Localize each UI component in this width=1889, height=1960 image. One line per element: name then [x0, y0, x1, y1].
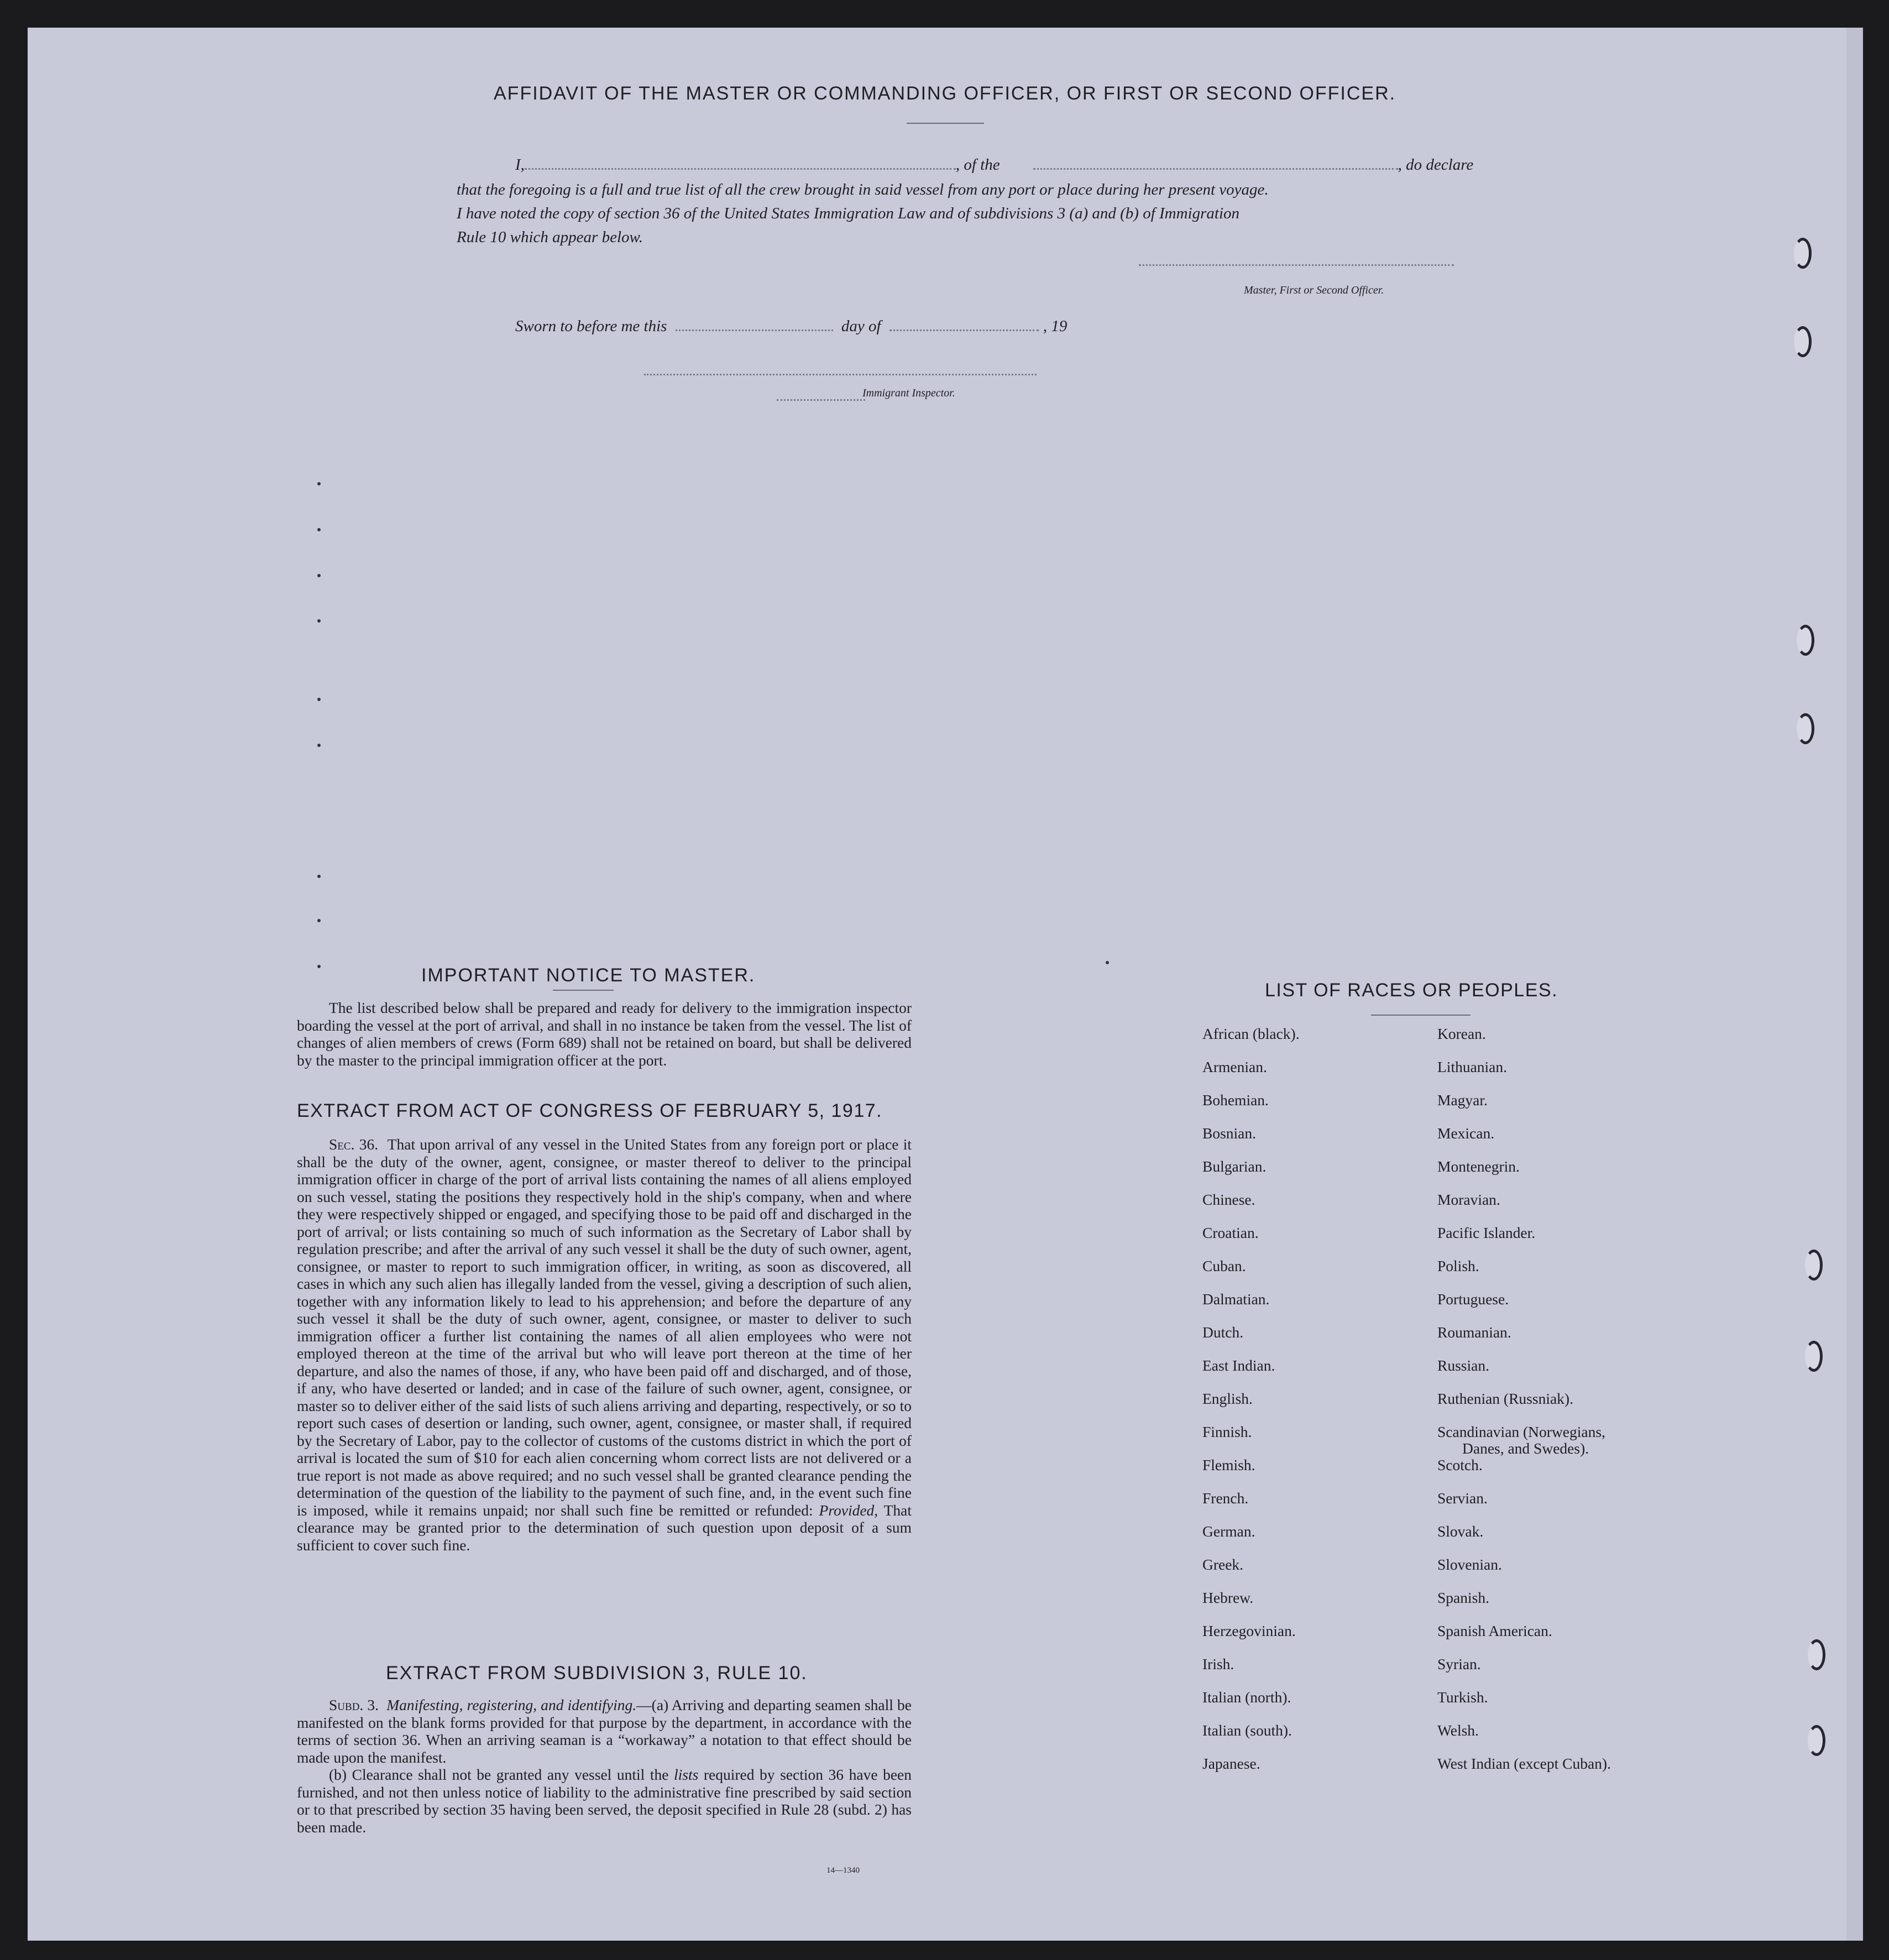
race-item: Syrian.	[1437, 1655, 1481, 1672]
notice-text: The list described below shall be prepared and ready for delivery to the immigration inspector boarding the vessel at the port of arrival, and shall in no instance be taken from the vessel. The list of changes of alien members of crews (Form 689) shall not be retained on board, but shall be delivered by the master to the principal immigration officer at the port.	[297, 999, 912, 1069]
punch-hole	[1794, 326, 1812, 357]
race-item: Magyar.	[1437, 1091, 1488, 1109]
act-extract-title: EXTRACT FROM ACT OF CONGRESS OF FEBRUARY 5, 1917.	[297, 1100, 883, 1121]
race-item: Armenian.	[1202, 1058, 1267, 1075]
race-item: Italian (north).	[1202, 1689, 1291, 1706]
para-b-end: required by section 36 have been furnished, and not then unless notice of liability to the administrative fine prescribed by said section or to that prescribed by section 35 having been served, the deposit specified in Rule 28 (subd. 2) has been made.	[297, 1766, 912, 1836]
race-item: Hebrew.	[1202, 1589, 1254, 1606]
punch-hole	[1805, 1250, 1823, 1280]
races-left-column	[1202, 1026, 1300, 1789]
affidavit-declare: , do declare	[1398, 156, 1474, 174]
sworn-line	[515, 315, 1067, 337]
affidavit-title: AFFIDAVIT OF THE MASTER OR COMMANDING OFFICER, OR FIRST OR SECOND OFFICER.	[494, 83, 1396, 104]
para-b-start: (b) Clearance shall not be granted any vessel until the	[329, 1766, 669, 1783]
race-item: Portuguese.	[1437, 1290, 1509, 1308]
punch-hole	[1797, 713, 1814, 744]
race-item: Bohemian.	[1202, 1091, 1269, 1109]
stray-mark	[317, 482, 321, 485]
race-item: East Indian.	[1202, 1357, 1275, 1374]
affidavit-line-3: I have noted the copy of section 36 of the United States Immigration Law and of subdivisions 3 (a) and (b) of Immigration	[457, 205, 1240, 222]
race-item: West Indian (except Cuban).	[1437, 1755, 1611, 1772]
race-item: Chinese.	[1202, 1191, 1255, 1208]
race-item: Flemish.	[1202, 1456, 1255, 1473]
race-item: Greek.	[1202, 1556, 1244, 1573]
proviso-label: Provided,	[819, 1501, 878, 1519]
race-item: Slovak.	[1437, 1523, 1484, 1540]
stray-mark	[317, 619, 321, 623]
section-text: That upon arrival of any vessel in the United States from any foreign port or place it shall be the duty of the owner, agent, consignee, or master thereof to deliver to the principal immigration officer in charge of the port of arrival lists containing the names of all aliens employed on such vessel, stating the positions they respectively hold in the ship's company, when and where they were respectively shipped or engaged, and specifying those to be paid off and discharged in the port of arrival; or lists containing so much of such information as the Secretary of Labor shall by regulation prescribe; and after the arrival of any such vessel it shall be the duty of such owner, agent, consignee, or master to report to such immigration officer, in writing, as soon as discovered, all cases in which any such alien has illegally landed from the vessel, giving a description of such alien, together with any information likely to lead to his apprehension; and before the departure of any such vessel it shall be the duty of such owner, agent, consignee, or master to deliver to such immigration officer a further list containing the names of all alien employees who were not employed thereon at the time of the arrival but who will leave port thereon at the time of her departure, and also the names of those, if any, who have been paid off and discharged, and of those, if any, who have deserted or landed; and in case of the failure of such owner, agent, consignee, or master so to deliver either of the said lists of such aliens arriving and departing, respectively, or so to report such cases of desertion or landing, such owner, agent, consignee, or master shall, if required by the Secretary of Labor, pay to the collector of customs of the customs district in which the port of arrival is located the sum of $10 for each alien concerning whom correct lists are not delivered or a true report is not made as above required; and no such vessel shall be granted clearance pending the determination of the question of the liability to the payment of such fine, and, in the event such fine is imposed, while it remains unpaid; nor shall such fine be remitted or refunded:	[297, 1136, 912, 1519]
inspector-signature-line[interactable]	[644, 374, 1037, 375]
race-item: Finnish.	[1202, 1423, 1252, 1440]
affidavit-of-the: , of the	[955, 156, 1000, 174]
master-signature-line[interactable]	[1139, 264, 1454, 266]
race-item: Pacific Islander.	[1437, 1224, 1536, 1241]
sworn-prefix: Sworn to before me this	[515, 317, 667, 335]
stray-mark	[317, 528, 321, 531]
form-number: 14—1340	[826, 1866, 860, 1875]
race-item: Irish.	[1202, 1655, 1234, 1672]
para-a-text: —(a) Arriving and departing seamen shall be manifested on the blank forms provided for that purpose by the department, in accordance with the terms of section 36. When an arriving seaman is a “workaway” a notation to that effect should be made upon the manifest.	[297, 1696, 912, 1766]
race-item: Welsh.	[1437, 1722, 1479, 1739]
punch-hole	[1805, 1341, 1823, 1372]
stray-mark	[317, 574, 321, 577]
sworn-day-blank[interactable]	[676, 330, 833, 331]
rule-para-a	[297, 1696, 912, 1766]
races-rule	[1371, 1015, 1471, 1016]
stray-mark	[1106, 961, 1109, 964]
race-item: Dutch.	[1202, 1324, 1244, 1341]
affidavit-line-1	[515, 154, 1473, 176]
punch-hole	[1808, 1639, 1825, 1670]
vessel-blank[interactable]	[1033, 168, 1398, 170]
races-title: LIST OF RACES OR PEOPLES.	[1265, 980, 1558, 1001]
stray-mark	[317, 965, 321, 968]
paper-edge	[1846, 28, 1863, 1941]
stray-mark	[317, 744, 321, 747]
rule-extract-body	[297, 1696, 912, 1836]
race-item: Korean.	[1437, 1025, 1486, 1042]
race-item: Dalmatian.	[1202, 1290, 1270, 1308]
race-item: Scotch.	[1437, 1456, 1483, 1473]
race-item: Italian (south).	[1202, 1722, 1292, 1739]
race-item-scandinavian	[1437, 1424, 1611, 1457]
sworn-day-of: day of	[841, 317, 881, 335]
race-item: African (black).	[1202, 1025, 1300, 1042]
proviso-text: That clearance may be granted prior to the determination of such question upon deposit of a sum sufficient to cover such fine.	[297, 1501, 912, 1554]
race-item: Montenegrin.	[1437, 1158, 1520, 1175]
subd-heading: Manifesting, registering, and identifying.	[386, 1696, 637, 1713]
race-item: Moravian.	[1437, 1191, 1500, 1208]
punch-hole	[1794, 238, 1812, 269]
act-extract-paragraph	[297, 1136, 912, 1554]
notice-rule	[553, 990, 614, 991]
punch-hole	[1808, 1725, 1825, 1756]
affidavit-line-2: that the foregoing is a full and true list of all the crew brought in said vessel from any port or place during her present voyage.	[457, 181, 1269, 198]
race-item: Roumanian.	[1437, 1324, 1511, 1341]
sworn-month-blank[interactable]	[889, 330, 1039, 331]
affidavit-i: I,	[515, 156, 525, 174]
para-b-lists: lists	[673, 1766, 699, 1783]
rule-extract-title: EXTRACT FROM SUBDIVISION 3, RULE 10.	[386, 1663, 808, 1684]
inspector-dots	[777, 399, 865, 401]
race-item: Cuban.	[1202, 1257, 1246, 1274]
inspector-label: Immigrant Inspector.	[862, 387, 955, 399]
race-item: Spanish American.	[1437, 1622, 1552, 1639]
race-item: Russian.	[1437, 1357, 1489, 1374]
race-item: Japanese.	[1202, 1755, 1260, 1772]
notice-body	[297, 999, 912, 1069]
section-label: Sec. 36.	[329, 1136, 379, 1153]
stray-mark	[317, 919, 321, 922]
race-scandinavian: Scandinavian (Norwegians,	[1437, 1423, 1605, 1440]
race-item: Turkish.	[1437, 1689, 1488, 1706]
race-item: Lithuanian.	[1437, 1058, 1508, 1075]
race-item: Ruthenian (Russniak).	[1437, 1390, 1573, 1407]
master-signature-label: Master, First or Second Officer.	[1244, 284, 1384, 296]
stray-mark	[317, 875, 321, 878]
notice-title: IMPORTANT NOTICE TO MASTER.	[421, 965, 756, 986]
punch-hole	[1797, 625, 1814, 656]
race-item: Polish.	[1437, 1257, 1479, 1274]
stray-mark	[317, 698, 321, 701]
race-item: Bulgarian.	[1202, 1158, 1267, 1175]
race-item: English.	[1202, 1390, 1253, 1407]
name-blank[interactable]	[525, 168, 956, 170]
race-item: Croatian.	[1202, 1224, 1259, 1241]
races-right-column	[1437, 1026, 1611, 1789]
title-rule	[907, 123, 984, 124]
sworn-year: , 19	[1043, 317, 1068, 335]
race-item: Bosnian.	[1202, 1125, 1257, 1142]
race-item: French.	[1202, 1489, 1249, 1507]
race-scandinavian-cont: Danes, and Swedes).	[1462, 1440, 1589, 1457]
race-item: Slovenian.	[1437, 1556, 1502, 1573]
subd-label: Subd. 3.	[329, 1696, 379, 1713]
affidavit-line-4: Rule 10 which appear below.	[457, 228, 643, 246]
race-item: Mexican.	[1437, 1125, 1495, 1142]
act-extract-body	[297, 1136, 912, 1554]
race-item: Herzegovinian.	[1202, 1622, 1296, 1639]
rule-para-b	[297, 1766, 912, 1836]
race-item: Spanish.	[1437, 1589, 1489, 1606]
race-item: German.	[1202, 1523, 1255, 1540]
race-item: Servian.	[1437, 1489, 1488, 1507]
